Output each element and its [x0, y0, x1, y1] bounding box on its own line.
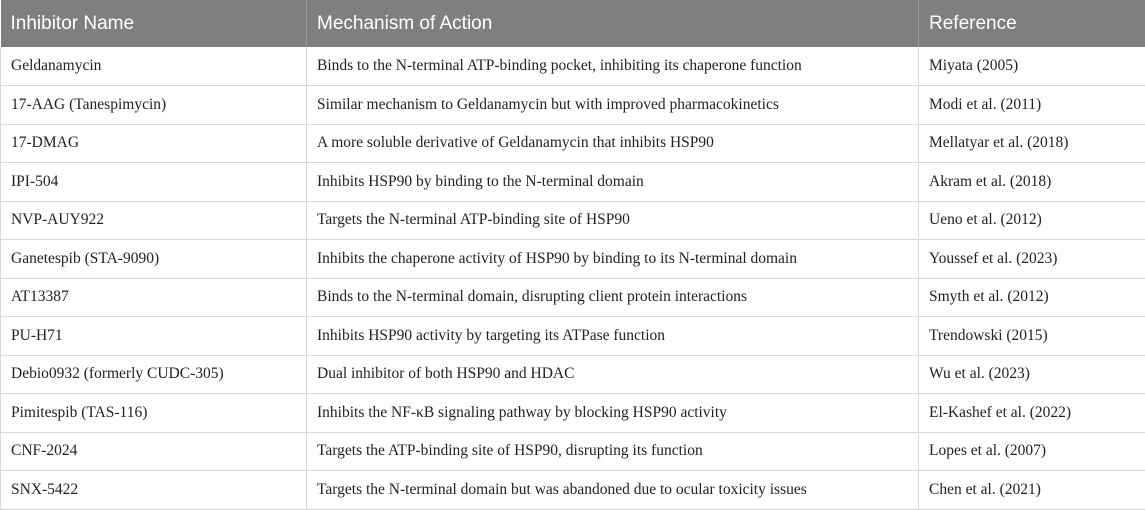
cell-mechanism: Inhibits the NF-κB signaling pathway by blocking HSP90 activity [307, 394, 919, 433]
table-row [1, 317, 1145, 356]
cell-inhibitor-name: 17-DMAG [1, 124, 307, 163]
header-inhibitor-name: Inhibitor Name [1, 0, 307, 47]
table-body [1, 47, 1145, 509]
header-reference: Reference [919, 0, 1145, 47]
cell-reference: Lopes et al. (2007) [919, 432, 1145, 471]
cell-inhibitor-name: Debio0932 (formerly CUDC-305) [1, 355, 307, 394]
cell-mechanism: Inhibits the chaperone activity of HSP90 by binding to its N-terminal domain [307, 240, 919, 279]
cell-inhibitor-name: PU-H71 [1, 317, 307, 356]
table-row [1, 278, 1145, 317]
cell-reference: Smyth et al. (2012) [919, 278, 1145, 317]
table-row [1, 47, 1145, 86]
cell-reference: Youssef et al. (2023) [919, 240, 1145, 279]
cell-mechanism: A more soluble derivative of Geldanamycin that inhibits HSP90 [307, 124, 919, 163]
cell-mechanism: Binds to the N-terminal ATP-binding pocket, inhibiting its chaperone function [307, 47, 919, 86]
cell-inhibitor-name: Pimitespib (TAS-116) [1, 394, 307, 433]
cell-inhibitor-name: Geldanamycin [1, 47, 307, 86]
table-row [1, 471, 1145, 510]
table-header [1, 0, 1145, 47]
cell-inhibitor-name: SNX-5422 [1, 471, 307, 510]
cell-reference: El-Kashef et al. (2022) [919, 394, 1145, 433]
table-row [1, 86, 1145, 125]
cell-reference: Ueno et al. (2012) [919, 201, 1145, 240]
table-row [1, 355, 1145, 394]
table-row [1, 201, 1145, 240]
table-row [1, 124, 1145, 163]
header-mechanism: Mechanism of Action [307, 0, 919, 47]
cell-mechanism: Inhibits HSP90 activity by targeting its ATPase function [307, 317, 919, 356]
cell-inhibitor-name: Ganetespib (STA-9090) [1, 240, 307, 279]
cell-mechanism: Targets the ATP-binding site of HSP90, disrupting its function [307, 432, 919, 471]
header-row [1, 0, 1145, 47]
table-row [1, 163, 1145, 202]
table-row [1, 394, 1145, 433]
cell-inhibitor-name: NVP-AUY922 [1, 201, 307, 240]
cell-inhibitor-name: AT13387 [1, 278, 307, 317]
cell-reference: Mellatyar et al. (2018) [919, 124, 1145, 163]
cell-mechanism: Similar mechanism to Geldanamycin but with improved pharmacokinetics [307, 86, 919, 125]
cell-inhibitor-name: 17-AAG (Tanespimycin) [1, 86, 307, 125]
cell-mechanism: Targets the N-terminal domain but was abandoned due to ocular toxicity issues [307, 471, 919, 510]
cell-reference: Modi et al. (2011) [919, 86, 1145, 125]
cell-mechanism: Targets the N-terminal ATP-binding site of HSP90 [307, 201, 919, 240]
cell-inhibitor-name: IPI-504 [1, 163, 307, 202]
cell-reference: Trendowski (2015) [919, 317, 1145, 356]
table-row [1, 240, 1145, 279]
cell-mechanism: Inhibits HSP90 by binding to the N-terminal domain [307, 163, 919, 202]
cell-inhibitor-name: CNF-2024 [1, 432, 307, 471]
cell-mechanism: Dual inhibitor of both HSP90 and HDAC [307, 355, 919, 394]
cell-mechanism: Binds to the N-terminal domain, disrupting client protein interactions [307, 278, 919, 317]
cell-reference: Chen et al. (2021) [919, 471, 1145, 510]
cell-reference: Akram et al. (2018) [919, 163, 1145, 202]
cell-reference: Miyata (2005) [919, 47, 1145, 86]
table-row [1, 432, 1145, 471]
cell-reference: Wu et al. (2023) [919, 355, 1145, 394]
